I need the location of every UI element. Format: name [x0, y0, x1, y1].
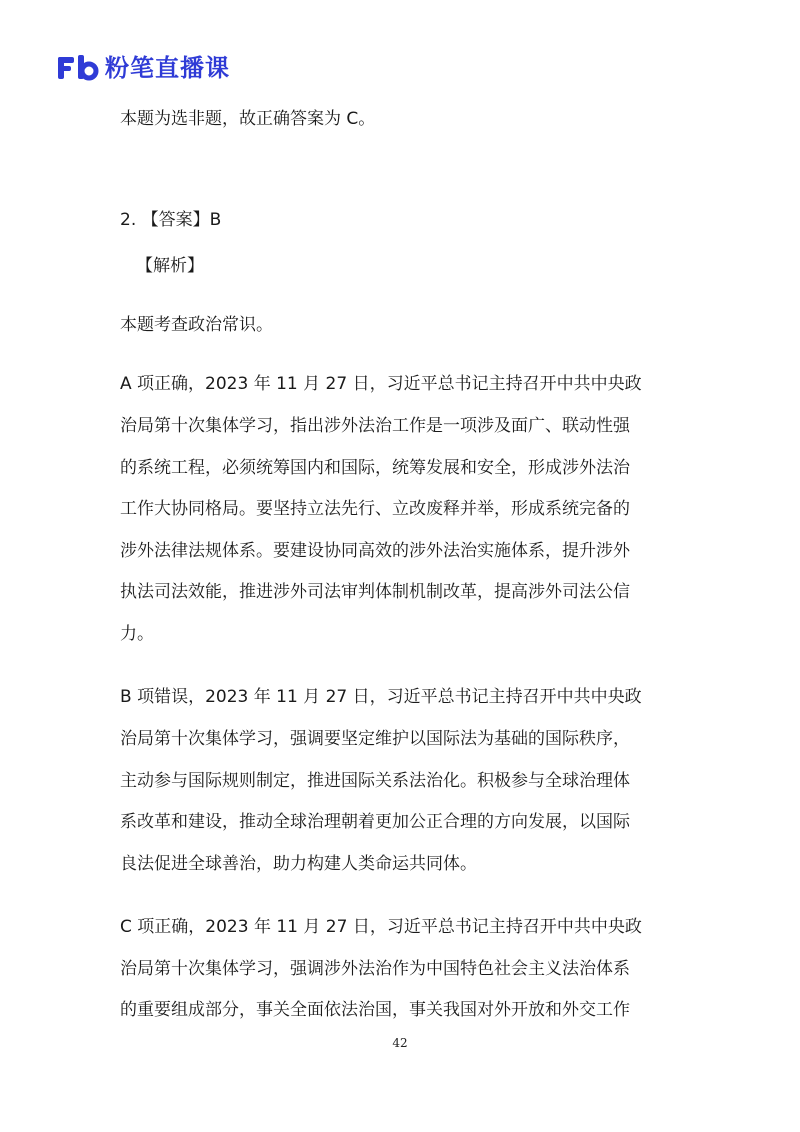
text-line: C 项正确，2023 年 11 月 27 日，习近平总书记主持召开中共中央政 [120, 917, 642, 937]
text-line: 本题考查政治常识。 [120, 315, 273, 335]
text-line: A 项正确，2023 年 11 月 27 日，习近平总书记主持召开中共中央政 [120, 374, 642, 394]
text-line: 治局第十次集体学习，指出涉外法治工作是一项涉及面广、联动性强 [120, 416, 630, 436]
text-line: 工作大协同格局。要坚持立法先行、立改废释并举，形成系统完备的 [120, 499, 630, 519]
text-line: 涉外法律法规体系。要建设协同高效的涉外法治实施体系，提升涉外 [120, 541, 630, 561]
text-line: 的系统工程，必须统筹国内和国际，统筹发展和安全，形成涉外法治 [120, 458, 630, 478]
analysis-heading: 【解析】 [136, 256, 204, 276]
header-logo [57, 52, 230, 84]
text-line: 执法司法效能，推进涉外司法审判体制机制改革，提高涉外司法公信 [120, 582, 630, 602]
text-line: 系改革和建设，推动全球治理朝着更加公正合理的方向发展，以国际 [120, 812, 630, 832]
text-line: 良法促进全球善治，助力构建人类命运共同体。 [120, 854, 477, 874]
fenbi-logo-icon [57, 54, 99, 82]
logo-text: 粉笔直播课 [105, 54, 230, 82]
page-number: 42 [392, 1036, 408, 1050]
answer-heading: 2. 【答案】B [120, 210, 222, 230]
text-line: B 项错误，2023 年 11 月 27 日，习近平总书记主持召开中共中央政 [120, 687, 642, 707]
text-line: 治局第十次集体学习，强调要坚定维护以国际法为基础的国际秩序， [120, 729, 630, 749]
text-line: 主动参与国际规则制定，推进国际关系法治化。积极参与全球治理体 [120, 771, 630, 791]
text-line: 本题为选非题，故正确答案为 C。 [120, 109, 376, 129]
text-line: 力。 [120, 624, 154, 644]
text-line: 的重要组成部分，事关全面依法治国，事关我国对外开放和外交工作 [120, 1000, 630, 1020]
text-line: 治局第十次集体学习，强调涉外法治作为中国特色社会主义法治体系 [120, 959, 630, 979]
